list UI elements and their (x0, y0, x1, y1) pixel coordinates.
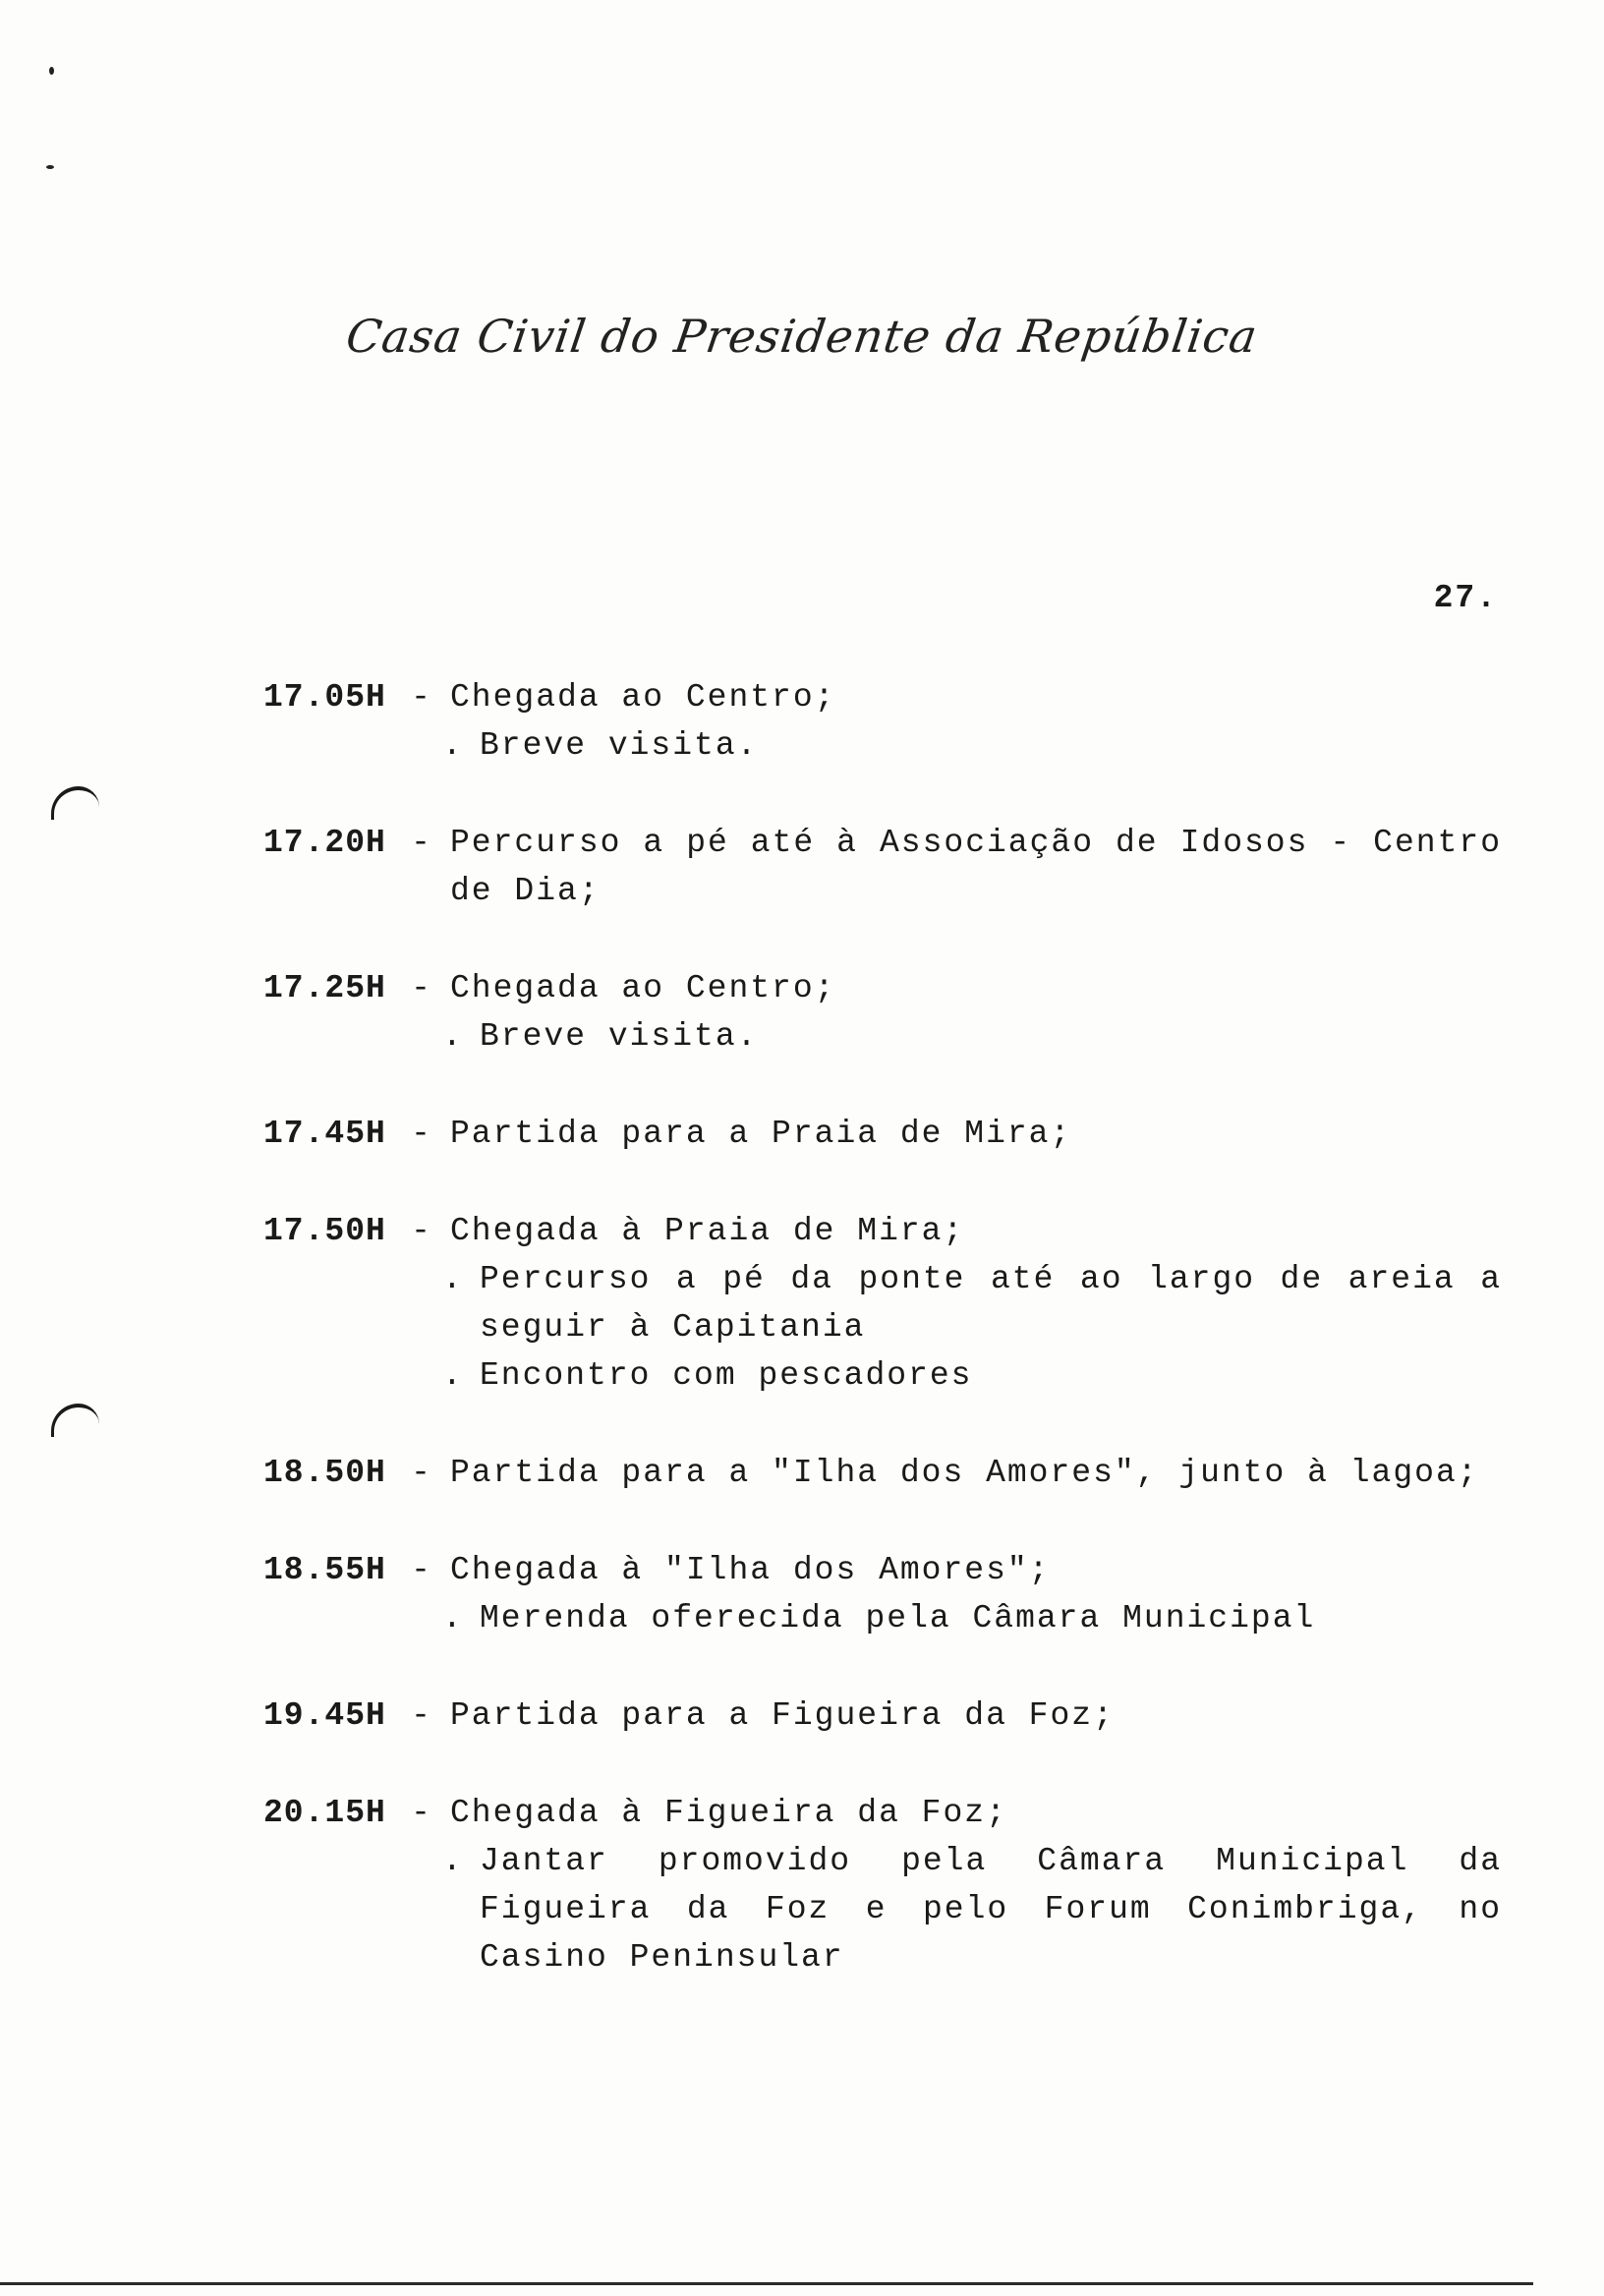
entry-description: Chegada à Figueira da Foz; (450, 1795, 1007, 1831)
entry-description: Chegada ao Centro; (450, 970, 836, 1006)
entry-description: Percurso a pé até à Associação de Idosos - Centro de Dia; (450, 825, 1502, 909)
schedule-entry (263, 1546, 1502, 1642)
entry-time: 17.50H (263, 1213, 386, 1249)
punch-hole-arc-top (51, 786, 99, 820)
entry-sub-item (442, 1012, 1502, 1061)
entry-time: 17.05H (263, 679, 386, 716)
letterhead-title: Casa Civil do Presidente da República (342, 310, 1262, 363)
schedule-entry (263, 1789, 1502, 1981)
schedule-entry (263, 1449, 1502, 1497)
schedule-entry (263, 819, 1502, 915)
schedule-entry (263, 1110, 1502, 1158)
sub-text: Jantar promovido pela Câmara Municipal da Figueira da Foz e pelo Forum Conimbriga, no Casino Peninsular (480, 1843, 1502, 1976)
entry-dash: - (411, 825, 430, 861)
entry-description: Partida para a Praia de Mira; (450, 1116, 1072, 1152)
entry-dash: - (411, 1552, 430, 1588)
entry-dash: - (411, 1455, 430, 1491)
entry-sub-item (442, 1837, 1502, 1981)
schedule-list (263, 673, 1502, 2031)
sub-bullet: . (442, 1018, 464, 1055)
entry-description: Partida para a Figueira da Foz; (450, 1697, 1115, 1734)
schedule-entry (263, 964, 1502, 1061)
entry-dash: - (411, 679, 430, 716)
schedule-entry (263, 1207, 1502, 1400)
sub-text: Merenda oferecida pela Câmara Municipal (480, 1600, 1316, 1636)
entry-dash: - (411, 1697, 430, 1734)
entry-time: 17.25H (263, 970, 386, 1006)
entry-description: Chegada à Praia de Mira; (450, 1213, 965, 1249)
sub-text: Encontro com pescadores (480, 1357, 973, 1394)
entry-description: Partida para a "Ilha dos Amores", junto à lagoa; (450, 1455, 1479, 1491)
scan-speck-mark (49, 67, 54, 75)
schedule-entry (263, 1692, 1502, 1740)
entry-sub-item (442, 1351, 1502, 1400)
sub-text: Breve visita. (480, 727, 759, 764)
entry-description: Chegada à "Ilha dos Amores"; (450, 1552, 1051, 1588)
entry-sub-item (442, 1594, 1502, 1642)
entry-dash: - (411, 1213, 430, 1249)
punch-hole-arc-bottom (51, 1404, 99, 1437)
entry-time: 17.20H (263, 825, 386, 861)
schedule-entry (263, 673, 1502, 770)
sub-text: Breve visita. (480, 1018, 759, 1055)
page-number: 27. (1433, 580, 1498, 616)
entry-time: 17.45H (263, 1116, 386, 1152)
bottom-rule-divider (0, 2282, 1533, 2285)
entry-time: 18.55H (263, 1552, 386, 1588)
entry-sub-item (442, 721, 1502, 770)
sub-bullet: . (442, 1261, 464, 1297)
entry-description: Chegada ao Centro; (450, 679, 836, 716)
sub-bullet: . (442, 727, 464, 764)
entry-dash: - (411, 1116, 430, 1152)
entry-time: 19.45H (263, 1697, 386, 1734)
entry-time: 18.50H (263, 1455, 386, 1491)
entry-sub-item (442, 1255, 1502, 1351)
sub-text: Percurso a pé da ponte até ao largo de areia a seguir à Capitania (480, 1261, 1502, 1346)
sub-bullet: . (442, 1357, 464, 1394)
entry-dash: - (411, 1795, 430, 1831)
entry-time: 20.15H (263, 1795, 386, 1831)
entry-dash: - (411, 970, 430, 1006)
scan-speck-mark (46, 165, 54, 169)
sub-bullet: . (442, 1843, 464, 1879)
sub-bullet: . (442, 1600, 464, 1636)
